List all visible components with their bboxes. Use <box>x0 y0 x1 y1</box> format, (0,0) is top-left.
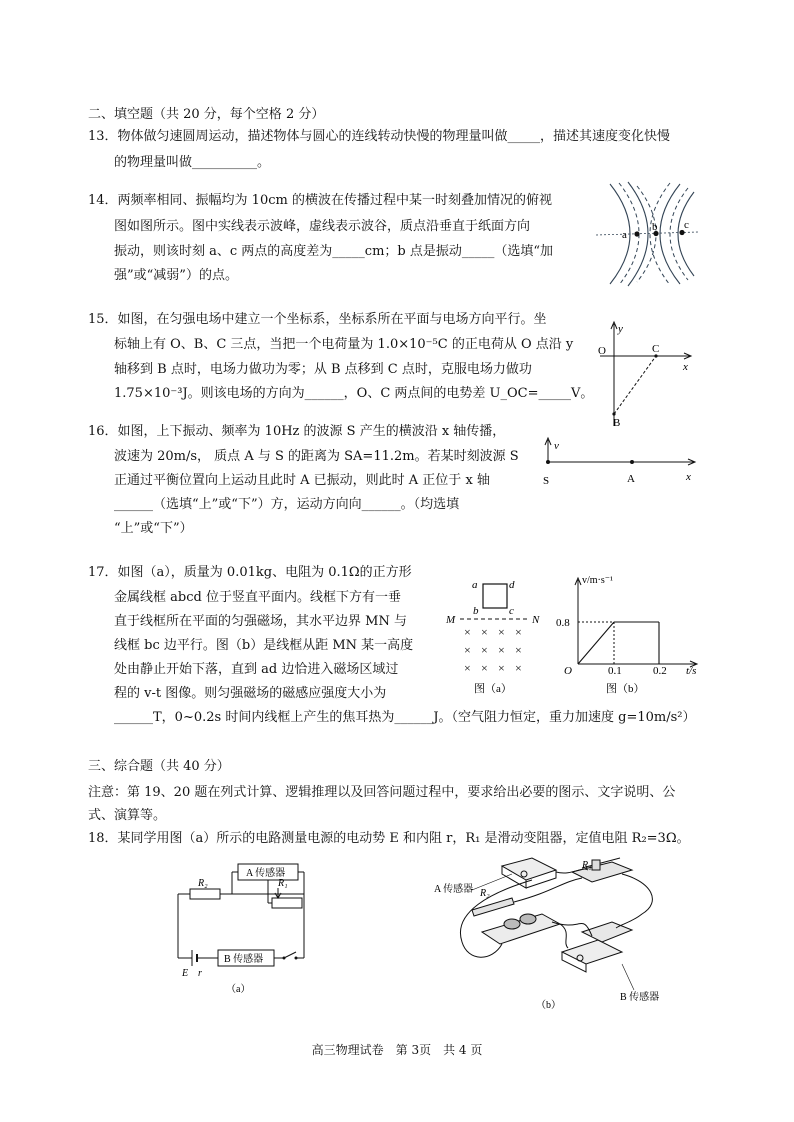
corner-c: c <box>509 605 514 617</box>
label-b: b <box>652 221 658 233</box>
corner-b: b <box>473 605 479 617</box>
b-r2-label: R₂ <box>480 888 490 899</box>
origin-o: O <box>598 345 606 357</box>
label-a: a <box>622 229 627 241</box>
q15-line-2: 标轴上有 O、B、C 三点，当把一个电荷量为 1.0×10⁻⁵C 的正电荷从 O 点沿 y <box>114 337 574 352</box>
q15-field-figure <box>594 318 698 430</box>
q16-line-3: 正通过平衡位置向上运动且此时 A 已振动，则此时 A 正位于 x 轴 <box>114 473 490 488</box>
q14-line-3: 振动，则该时刻 a、c 两点的高度差为_____cm；b 点是振动_____（选填“加 <box>114 244 554 259</box>
q17-line-7: ______T，0~0.2s 时间内线框上产生的焦耳热为______J。（空气阻力恒定，重力加速度 g=10m/s²） <box>114 710 696 725</box>
q17-line-4: 线框 bc 边平行。图（b）是线框从距 MN 某一高度 <box>114 638 414 653</box>
section-3-title: 三、综合题（共 40 分） <box>88 759 230 774</box>
r-label: r <box>198 968 202 979</box>
svg-text:×: × <box>498 625 505 639</box>
r2-label: R₂ <box>198 878 208 889</box>
q15-line-1: 15．如图，在匀强电场中建立一个坐标系，坐标系所在平面与电场方向平行。坐 <box>88 312 547 327</box>
q17-line-3: 直于线框所在平面的匀强磁场，其水平边界 MN 与 <box>114 614 407 629</box>
q17-line-2: 金属线框 abcd 位于竖直平面内。线框下方有一垂 <box>114 590 401 605</box>
sensor-a-label: A 传感器 <box>246 868 286 879</box>
q17-line-1: 17．如图（a），质量为 0.01kg、电阻为 0.1Ω的正方形 <box>88 565 412 580</box>
vt-ylabel: v/m·s⁻¹ <box>582 575 614 586</box>
q16-line-2: 波速为 20m/s， 质点 A 与 S 的距离为 SA=11.2m。若某时刻波源 S <box>114 449 519 464</box>
b-sensor-b-label: B 传感器 <box>620 992 660 1003</box>
svg-text:×: × <box>498 643 505 657</box>
q14-line-1: 14．两频率相同、振幅均为 10cm 的横波在传播过程中某一时刻叠加情况的俯视 <box>88 193 552 208</box>
q13-line-2: 的物理量叫做__________。 <box>114 155 271 170</box>
q18-line-1: 18．某同学用图（a）所示的电路测量电源的电动势 E 和内阻 r，R₁ 是滑动变阻器，定值电阻 R₂=3Ω。 <box>88 831 690 846</box>
point-c-label: C <box>652 343 660 355</box>
b-sensor-a-label: A 传感器 <box>434 884 474 895</box>
magnetic-field-crosses <box>464 625 522 675</box>
q14-line-4: 强”或“减弱”）的点。 <box>114 268 238 283</box>
svg-text:×: × <box>515 643 522 657</box>
corner-d: d <box>509 579 515 591</box>
q17-figure-b <box>556 570 706 698</box>
svg-text:×: × <box>481 625 488 639</box>
corner-a: a <box>472 579 478 591</box>
q18-circuit-figure-a <box>168 858 328 998</box>
section-2-title: 二、填空题（共 20 分，每个空格 2 分） <box>88 107 325 122</box>
svg-text:×: × <box>464 643 471 657</box>
v-label: v <box>554 440 559 452</box>
vt-xlabel: t/s <box>686 665 697 677</box>
q16-line-1: 16．如图，上下振动、频率为 10Hz 的波源 S 产生的横波沿 x 轴传播， <box>88 424 506 439</box>
q18-apparatus-figure-b <box>432 852 682 1012</box>
q18-fig-b-caption: （b） <box>536 1000 561 1011</box>
svg-text:×: × <box>515 625 522 639</box>
fig-b-caption: 图（b） <box>606 683 645 695</box>
vt-y-tick: 0.8 <box>556 617 570 629</box>
point-b-label: B <box>613 417 621 429</box>
svg-text:×: × <box>515 661 522 675</box>
q17-figure-a <box>442 574 546 698</box>
note-line-2: 式、演算等。 <box>88 808 167 823</box>
fig-a-caption: 图（a） <box>474 683 512 695</box>
svg-text:×: × <box>481 661 488 675</box>
a-label: A <box>627 473 635 485</box>
q18-fig-a-caption: （a） <box>226 984 251 995</box>
s-label: S <box>543 475 550 487</box>
svg-text:×: × <box>464 661 471 675</box>
q14-line-2: 图如图所示。图中实线表示波峰，虚线表示波谷，质点沿垂直于纸面方向 <box>114 219 531 234</box>
svg-text:×: × <box>498 661 505 675</box>
q13-line-1: 13．物体做匀速圆周运动，描述物体与圆心的连线转动快慢的物理量叫做_____，描述其速度变化快慢 <box>88 129 671 144</box>
page-footer: 高三物理试卷 第 3页 共 4 页 <box>311 1043 483 1057</box>
svg-text:×: × <box>464 625 471 639</box>
q15-line-4: 1.75×10⁻³J。则该电场的方向为______，O、C 两点间的电势差 U_OC=_____V。 <box>114 386 594 401</box>
q17-line-5: 处由静止开始下落，直到 ad 边恰进入磁场区域过 <box>114 662 399 677</box>
q14-wave-figure <box>590 178 702 290</box>
emf-label: E <box>182 968 189 979</box>
axis-x-label: x <box>683 361 688 373</box>
note-line-1: 注意：第 19、20 题在列式计算、逻辑推理以及回答问题过程中，要求给出必要的图示、文字说明、公 <box>88 785 676 800</box>
q16-line-4: ______（选填“上”或“下”）方，运动方向向______。（均选填 <box>114 497 460 512</box>
point-a <box>634 231 639 236</box>
sensor-b-label: B 传感器 <box>224 954 264 965</box>
x-label: x <box>686 471 691 483</box>
vt-x-tick-2: 0.2 <box>653 665 667 677</box>
q15-line-3: 轴移到 B 点时，电场力做功为零；从 B 点移到 C 点时，克服电场力做功 <box>114 362 532 377</box>
axis-y-label: y <box>618 323 623 335</box>
boundary-n: N <box>532 614 540 626</box>
q16-wave-figure <box>538 432 700 492</box>
b-r1-label: R₁ <box>582 860 592 871</box>
boundary-m: M <box>446 614 456 626</box>
vt-origin: O <box>564 665 572 677</box>
q17-line-6: 程的 v-t 图像。则匀强磁场的磁感应强度大小为 <box>114 686 387 701</box>
q16-line-5: “上”或“下”） <box>114 521 193 536</box>
r1-label: R₁ <box>278 878 288 889</box>
vt-x-tick-1: 0.1 <box>608 665 622 677</box>
label-c: c <box>684 219 689 231</box>
svg-text:×: × <box>481 643 488 657</box>
